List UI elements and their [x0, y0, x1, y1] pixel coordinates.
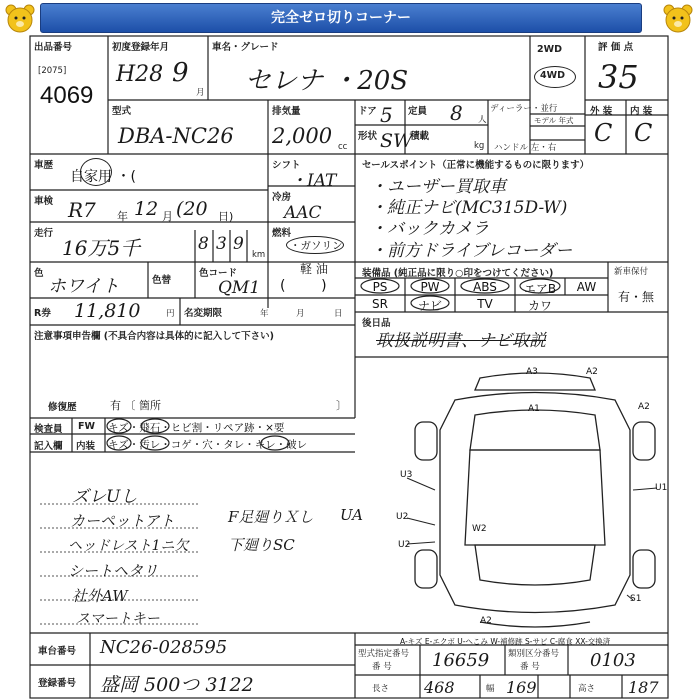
diagram-mark-a3: A3 — [526, 367, 538, 377]
category-label: 類別区分番号 — [508, 649, 560, 659]
dealer-label: ディーラー・並行 — [490, 104, 558, 114]
fuel-label: 燃料 — [272, 228, 292, 239]
color-code-value: QM1 — [218, 278, 261, 298]
history-label: 車歴 — [34, 160, 54, 171]
fuel-diesel: 軽 油 — [300, 262, 328, 276]
height-value: 187 — [628, 678, 659, 697]
mileage-digit-1: 8 — [198, 234, 209, 254]
diagram-mark-u1: U1 — [655, 483, 668, 493]
length-label: 長さ — [372, 684, 390, 694]
inspection-month: 12 — [134, 198, 159, 220]
load-unit: kg — [474, 141, 485, 151]
lot-number: 4069 — [40, 82, 94, 109]
inspector-note-3: ヘッドレスト1ニ欠 — [68, 538, 189, 554]
category-sub: 番 号 — [520, 662, 540, 672]
inspector-note-right-2: UA — [340, 506, 364, 524]
new-car-value: 有・無 — [618, 290, 655, 304]
meigi-year: 年 — [260, 309, 269, 319]
sales-points-label: セールスポイント（正常に機能するものに限ります） — [362, 160, 590, 171]
drive-2wd: 2WD — [537, 44, 562, 55]
equip-tv: TV — [477, 297, 493, 311]
check-row2-code: 内装 — [76, 441, 96, 452]
designation-value: 16659 — [432, 650, 490, 671]
displacement-unit: cc — [338, 142, 348, 152]
equip-sr: SR — [372, 297, 388, 311]
aftermarket-value: 取扱説明書、ナビ取説 — [376, 331, 546, 351]
repair-value: 有 〔 箇所 — [110, 399, 161, 412]
color-change-label: 色替 — [152, 275, 172, 286]
mileage-digit-3: 9 — [233, 234, 244, 254]
aftermarket-label: 後日品 — [362, 318, 391, 329]
equip-airbag: エアB — [523, 282, 557, 296]
model-value: DBA-NC26 — [118, 124, 234, 148]
inspection-day-unit: 日) — [218, 210, 234, 223]
doors-label: ドア — [358, 106, 377, 117]
diagram-mark-w2: W2 — [472, 524, 487, 534]
color-label: 色 — [34, 268, 44, 279]
inspector-note-5: 社外AW — [72, 587, 128, 605]
inspection-year-unit: 年 — [117, 210, 128, 223]
first-reg-month-unit: 月 — [196, 88, 205, 98]
car-name-value: セレナ ・20S — [245, 66, 409, 96]
lot-label: 出品番号 — [34, 42, 73, 53]
history-value: 自家用 ・( — [70, 169, 136, 185]
first-reg-label: 初度登録年月 — [112, 42, 170, 53]
inspector-note-4: シートヘタリ — [68, 562, 159, 580]
inspector-note-1: ズレUし — [72, 487, 138, 507]
length-value: 468 — [424, 678, 455, 697]
chassis-value: NC26-028595 — [100, 637, 228, 658]
diagram-mark-u3: U3 — [400, 470, 413, 480]
exterior-grade: C — [594, 119, 613, 147]
check-row2-label: 記入欄 — [34, 441, 63, 452]
check-row1-label: 検査員 — [34, 424, 63, 435]
model-label: 型式 — [112, 106, 132, 117]
first-reg-month: 9 — [172, 58, 189, 88]
recycle-unit: 円 — [166, 309, 175, 319]
inspector-note-right-1: F足廻りＸし — [228, 508, 314, 526]
displacement-label: 排気量 — [272, 106, 301, 117]
plate-value: 盛岡 500つ 3122 — [100, 674, 254, 696]
equip-kawa: カワ — [527, 299, 552, 313]
meigi-day: 日 — [334, 309, 343, 319]
inspection-month-unit: 月 — [162, 210, 173, 223]
score-value: 35 — [598, 58, 639, 96]
fuel-gas: ・ガソリン — [290, 240, 343, 252]
equip-abs: ABS — [473, 280, 497, 294]
designation-label: 型式指定番号 — [358, 649, 410, 659]
capacity-unit: 人 — [478, 115, 487, 125]
inspection-era: R7 — [68, 198, 96, 222]
diagram-mark-a2-bottom: A2 — [480, 616, 492, 626]
header-banner: 完全ゼロ切りコーナー — [40, 3, 642, 33]
diagram-mark-a1: A1 — [528, 404, 540, 414]
diagram-mark-a2-right: A2 — [638, 402, 650, 412]
capacity-label: 定員 — [408, 106, 428, 117]
drive-4wd: 4WD — [540, 70, 565, 81]
diagram-mark-u2-low: U2 — [398, 540, 411, 550]
car-name-label: 車名・グレード — [212, 42, 279, 53]
exterior-label: 外 装 — [590, 106, 613, 117]
chassis-label: 車台番号 — [38, 646, 77, 657]
load-label: 積載 — [410, 131, 430, 142]
notes-label: 注意事項申告欄 (不具合内容は具体的に記入して下さい) — [34, 331, 274, 342]
capacity-value: 8 — [450, 101, 463, 125]
sales-point-1: ・ユーザー買取車 — [370, 177, 506, 197]
inspector-note-2: カーペットアト — [70, 512, 175, 530]
sales-point-4: ・前方ドライブレコーダー — [370, 241, 573, 261]
mileage-label: 走行 — [34, 228, 54, 239]
color-code-label: 色コード — [199, 268, 238, 279]
diagram-mark-s1: S1 — [630, 594, 642, 604]
check-row2-items: キズ・汚レ・コゲ・穴・タレ・キレ・破レ — [108, 439, 308, 451]
handle-label: ハンドル 左・右 — [494, 143, 557, 153]
diagram-mark-u2-left: U2 — [396, 512, 409, 522]
sales-point-2: ・純正ナビ(MC315D-W) — [370, 198, 568, 218]
repair-label: 修復歴 — [48, 402, 77, 413]
designation-sub: 番 号 — [372, 662, 392, 672]
meigi-month: 月 — [296, 309, 305, 319]
check-row1-items: キズ・飛石・ヒビ割・リペア跡・×要 — [108, 422, 285, 434]
new-car-label: 新車保付 — [614, 267, 649, 277]
damage-legend: A-キズ E-エクボ U-へこみ W-補修跡 S-サビ C-腐食 XX-交換済 — [400, 637, 611, 646]
shift-label: シフト — [272, 160, 301, 171]
sales-point-3: ・バックカメラ — [370, 219, 489, 239]
equip-navi: ナビ — [417, 299, 442, 313]
equip-pw: PW — [420, 280, 440, 294]
check-row1-code: FW — [78, 421, 95, 432]
mileage-unit: km — [252, 250, 266, 260]
equip-ps: PS — [372, 280, 388, 294]
height-label: 高さ — [578, 684, 596, 694]
doors-value: 5 — [380, 103, 393, 127]
mileage-digit-2: 3 — [216, 234, 227, 254]
repair-close: 〕 — [336, 399, 347, 412]
shift-value: ・IAT — [290, 171, 337, 191]
diagram-mark-a2-top: A2 — [586, 367, 598, 377]
color-value: ホワイト — [48, 276, 120, 297]
first-reg-year: H28 — [116, 62, 164, 87]
recycle-value: 11,810 — [74, 300, 141, 322]
equipment-label: 装備品 (純正品に限り○印をつけてください) — [362, 268, 554, 279]
inspector-note-6: スマートキー — [76, 611, 160, 627]
body-type-value: SW — [380, 130, 413, 152]
interior-label: 内 装 — [630, 106, 653, 117]
model-year-label: モデル 年式 — [534, 116, 574, 125]
inspection-label: 車検 — [34, 196, 54, 207]
inspection-day: (20 — [176, 198, 208, 220]
equip-aw: AW — [576, 280, 597, 294]
score-label: 評 価 点 — [598, 42, 634, 53]
ac-value: AAC — [284, 203, 322, 223]
recycle-label: R券 — [34, 308, 51, 319]
displacement-value: 2,000 — [272, 124, 333, 148]
lot-sub: [2075] — [38, 66, 67, 76]
category-value: 0103 — [590, 650, 636, 671]
inspector-note-right-3: 下廻りSC — [228, 536, 295, 554]
width-label: 幅 — [486, 684, 495, 694]
mileage-value: 16万5千 — [62, 236, 141, 260]
width-value: 169 — [506, 678, 537, 697]
body-type-label: 形状 — [358, 131, 378, 142]
plate-label: 登録番号 — [38, 678, 77, 689]
ac-label: 冷房 — [272, 192, 292, 203]
meigi-label: 名変期限 — [184, 308, 223, 319]
interior-grade: C — [634, 119, 653, 147]
car-damage-diagram — [395, 360, 670, 630]
